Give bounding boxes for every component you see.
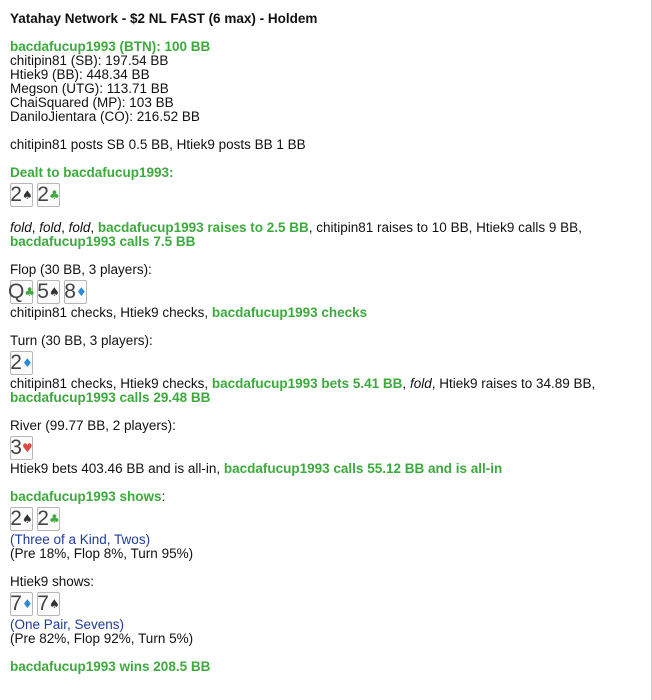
villain-hand-description: (One Pair, Sevens)	[10, 617, 125, 632]
seat-mp: ChaiSquared (MP): 103 BB	[10, 95, 174, 110]
river-cards	[10, 436, 640, 460]
villain-equity: (Pre 82%, Flop 92%, Turn 5%)	[10, 631, 194, 646]
flop-header: Flop (30 BB, 3 players):	[10, 262, 152, 277]
flop-section	[7, 262, 640, 320]
diamond-suit-icon: ♦	[21, 597, 33, 611]
card-rank: 8	[64, 280, 75, 303]
river-section	[10, 419, 640, 476]
card	[10, 351, 33, 375]
seats-list	[10, 40, 640, 124]
club-suit-icon: ♣	[48, 188, 60, 202]
hero-hole-cards	[10, 183, 640, 207]
hand-history	[7, 11, 640, 674]
hero-call: bacdafucup1993 calls 29.48 BB	[10, 390, 211, 405]
card	[10, 183, 33, 207]
flop-cards	[7, 280, 640, 304]
card-rank: Q	[7, 280, 24, 303]
card	[37, 592, 60, 616]
hero-check: bacdafucup1993 checks	[211, 305, 368, 320]
seat-sb: chitipin81 (SB): 197.54 BB	[10, 53, 169, 68]
villain-showdown	[10, 575, 640, 646]
hero-equity: (Pre 18%, Flop 8%, Turn 95%)	[10, 546, 194, 561]
turn-other-actions: , Htiek9 raises to 34.89 BB,	[431, 376, 596, 391]
page-title: Yatahay Network - $2 NL FAST (6 max) - Holdem	[10, 11, 318, 26]
preflop-other-actions: , chitipin81 raises to 10 BB, Htiek9 calls 9 BB,	[308, 220, 582, 235]
hero-shown-cards	[10, 507, 640, 531]
river-actions: Htiek9 bets 403.46 BB and is all-in,	[10, 461, 224, 476]
hero-showdown	[10, 490, 640, 561]
separator: ,	[61, 220, 69, 235]
turn-header: Turn (30 BB, 3 players):	[10, 333, 153, 348]
separator: ,	[402, 376, 410, 391]
result-line: bacdafucup1993 wins 208.5 BB	[10, 659, 211, 674]
dealt-label: Dealt to bacdafucup1993:	[10, 165, 174, 180]
hero-allin-call: bacdafucup1993 calls 55.12 BB and is all-in	[223, 461, 503, 476]
fold-action: fold	[39, 220, 62, 235]
turn-section	[10, 334, 640, 405]
card-rank: 2	[37, 507, 48, 530]
fold-action: fold	[68, 220, 91, 235]
card-rank: 7	[10, 592, 21, 615]
fold-action: fold	[10, 220, 32, 235]
flop-actions: chitipin81 checks, Htiek9 checks,	[10, 305, 212, 320]
card	[7, 280, 36, 304]
hero-raise: bacdafucup1993 raises to 2.5 BB	[97, 220, 309, 235]
card	[64, 280, 87, 304]
turn-actions: chitipin81 checks, Htiek9 checks,	[10, 376, 212, 391]
card-rank: 3	[10, 436, 21, 459]
seat-hero: bacdafucup1993 (BTN): 100 BB	[10, 39, 211, 54]
card	[10, 592, 33, 616]
preflop-actions	[10, 221, 640, 249]
turn-cards	[10, 351, 640, 375]
diamond-suit-icon: ♦	[21, 356, 33, 370]
separator: :	[161, 489, 166, 504]
card	[37, 507, 60, 531]
hero-bet: bacdafucup1993 bets 5.41 BB	[211, 376, 403, 391]
club-suit-icon: ♣	[48, 512, 60, 526]
seat-utg: Megson (UTG): 113.71 BB	[10, 81, 169, 96]
card	[37, 183, 60, 207]
spade-suit-icon: ♠	[48, 285, 60, 299]
heart-suit-icon: ♥	[21, 441, 33, 455]
spade-suit-icon: ♠	[48, 597, 60, 611]
card	[37, 280, 60, 304]
club-suit-icon: ♣	[24, 285, 36, 299]
villain-shown-cards	[10, 592, 640, 616]
dealt-section	[10, 166, 640, 207]
separator: ,	[31, 220, 40, 235]
villain-shows-label: Htiek9 shows:	[10, 574, 95, 589]
hero-hand-description: (Three of a Kind, Twos)	[10, 532, 151, 547]
spade-suit-icon: ♠	[21, 512, 33, 526]
diamond-suit-icon: ♦	[75, 285, 87, 299]
card-rank: 7	[37, 592, 48, 615]
spade-suit-icon: ♠	[21, 188, 33, 202]
card-rank: 2	[37, 183, 48, 206]
separator: ,	[90, 220, 98, 235]
card	[10, 436, 33, 460]
blinds-line: chitipin81 posts SB 0.5 BB, Htiek9 posts BB 1 BB	[10, 137, 306, 152]
card-rank: 2	[10, 351, 21, 374]
card-rank: 2	[10, 183, 21, 206]
card-rank: 2	[10, 507, 21, 530]
card-rank: 5	[37, 280, 48, 303]
seat-bb: Htiek9 (BB): 448.34 BB	[10, 67, 150, 82]
hero-shows-label: bacdafucup1993 shows	[10, 489, 162, 504]
river-header: River (99.77 BB, 2 players):	[10, 418, 176, 433]
seat-co: DaniloJientara (CO): 216.52 BB	[10, 109, 200, 124]
fold-action: fold	[409, 376, 432, 391]
card	[10, 507, 33, 531]
hero-call: bacdafucup1993 calls 7.5 BB	[10, 234, 196, 249]
